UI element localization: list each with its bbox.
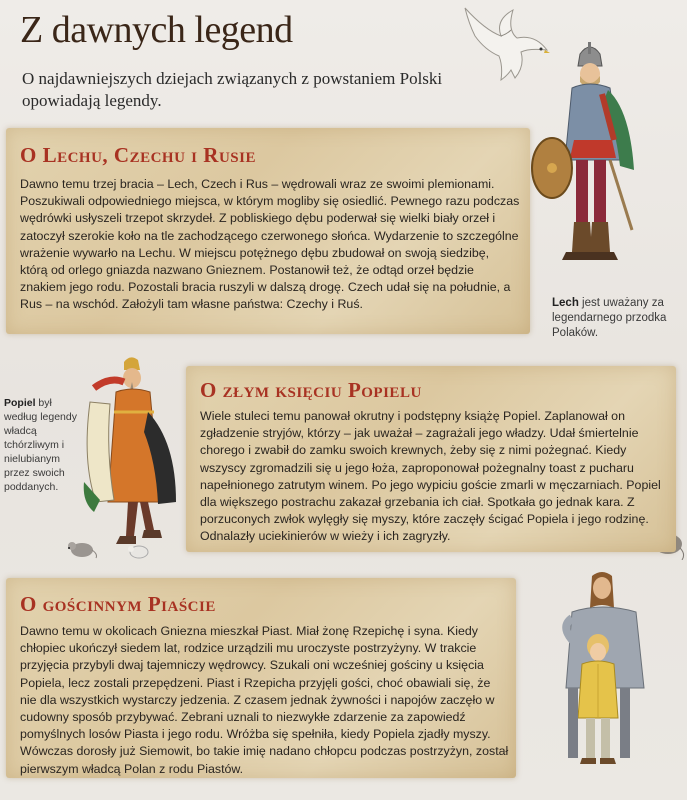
popiel-prince-illustration: [80, 352, 190, 552]
lech-caption-text: jest uważany za legendarnego przodka Polaków.: [552, 297, 667, 339]
legend-lech-panel: [6, 128, 530, 334]
lech-caption-name: Lech: [552, 297, 579, 309]
popiel-caption-text: był według legendy władcą tchórzliwym i nielubianym przez swoich poddanych.: [4, 397, 77, 493]
lech-caption: [552, 296, 677, 341]
legend-popiel-heading: O złym księciu Popielu: [200, 378, 422, 402]
page-intro: O najdawniejszych dziejach związanych z powstaniem Polski opowiadają legendy.: [22, 69, 443, 110]
legend-popiel-text: Wiele stuleci temu panował okrutny i podstępny książę Popiel. Zaplanował on zgładzenie stryjów, którzy – jak uważał – zagrażali jego władzy. Udał śmiertelnie chorego i zwabił do zamku swoich krewnych, żeby się z nimi pożegnać. Kiedy wszyscy zgromadzili się u jego łoża, zaproponował pożegnalny toast z pucharu napełnionego zatrutym winem. Po jego wypiciu goście zmarli w męczarniach. Popiel dla większego postrachu zakazał grzebania ich ciał. Spotkała go jednak kara. Z porzuconych zwłok wylęgły się myszy, które zaczęły ścigać Popiela i jego rodzinę. Odnalazły uciekinierów w wieży i ich zagryzły.: [200, 409, 661, 544]
popiel-caption-name: Popiel: [4, 397, 36, 409]
popiel-caption: [4, 396, 84, 494]
page-title: Z dawnych legend: [20, 9, 293, 51]
lech-warrior-illustration: [530, 40, 645, 268]
legend-piast-panel: [6, 578, 516, 778]
legend-piast-text: Dawno temu w okolicach Gniezna mieszkał Piast. Miał żonę Rzepichę i syna. Kiedy chłopiec ukończył siedem lat, rodzice urządzili mu uroczyste postrzyżyny. W trakcie przyjęcia przybyli dwaj tajemniczy wędrowcy. Szukali oni wcześniej gościny u księcia Popiela, lecz zostali przepędzeni. Piast i Rzepicha przyjęli gości, choć obawiali się, że nie dla wszystkich wystarczy jedzenia. Z czasem jednak żywności i napojów zaczęło w cudowny sposób przybywać. Zebrani uznali to niezwykłe zdarzenie za zapowiedź pomyślnych losów Piasta i jego rodu. Wróżba się spełniła, kiedy Popiela zjadły myszy. Wówczas dorosły już Siemowit, bo takie imię nadano chłopcu podczas postrzyżyn, został pierwszym władcą Polan z rodu Piastów.: [20, 624, 509, 776]
legend-lech-text: Dawno temu trzej bracia – Lech, Czech i Rus – wędrowali wraz ze swoimi plemionami. Poszukiwali odpowiedniego miejsca, w którym mogliby się osiedlić. Pewnego razu podczas wędrówki usłyszeli trzepot skrzydeł. Z pobliskiego dębu poderwał się wielki biały orzeł i zatoczył szerokie koło na tle zachodzącego czerwonego słońca. Wydarzenie to szczególne wrażenie wywarło na Lechu. W miejscu potężnego dębu zbudował on swoją siedzibę, którą od orlego gniazda nazwano Gnieznem. Postanowił też, że odtąd orzeł będzie znakiem jego rodu. Pozostali bracia ruszyli w dalszą drogę. Czech udał się na południe, a Rus – na wschód. Założyli tam własne państwa: Czechy i Ruś.: [20, 177, 520, 312]
piast-postrzyzyny-illustration: [548, 568, 648, 778]
mouse-illustration: [62, 536, 98, 560]
legend-lech-heading: O Lechu, Czechu i Rusie: [20, 143, 256, 167]
legend-popiel-panel: [186, 366, 676, 552]
legend-piast-heading: O gościnnym Piaście: [20, 592, 216, 616]
mouse-illustration: [124, 540, 154, 562]
